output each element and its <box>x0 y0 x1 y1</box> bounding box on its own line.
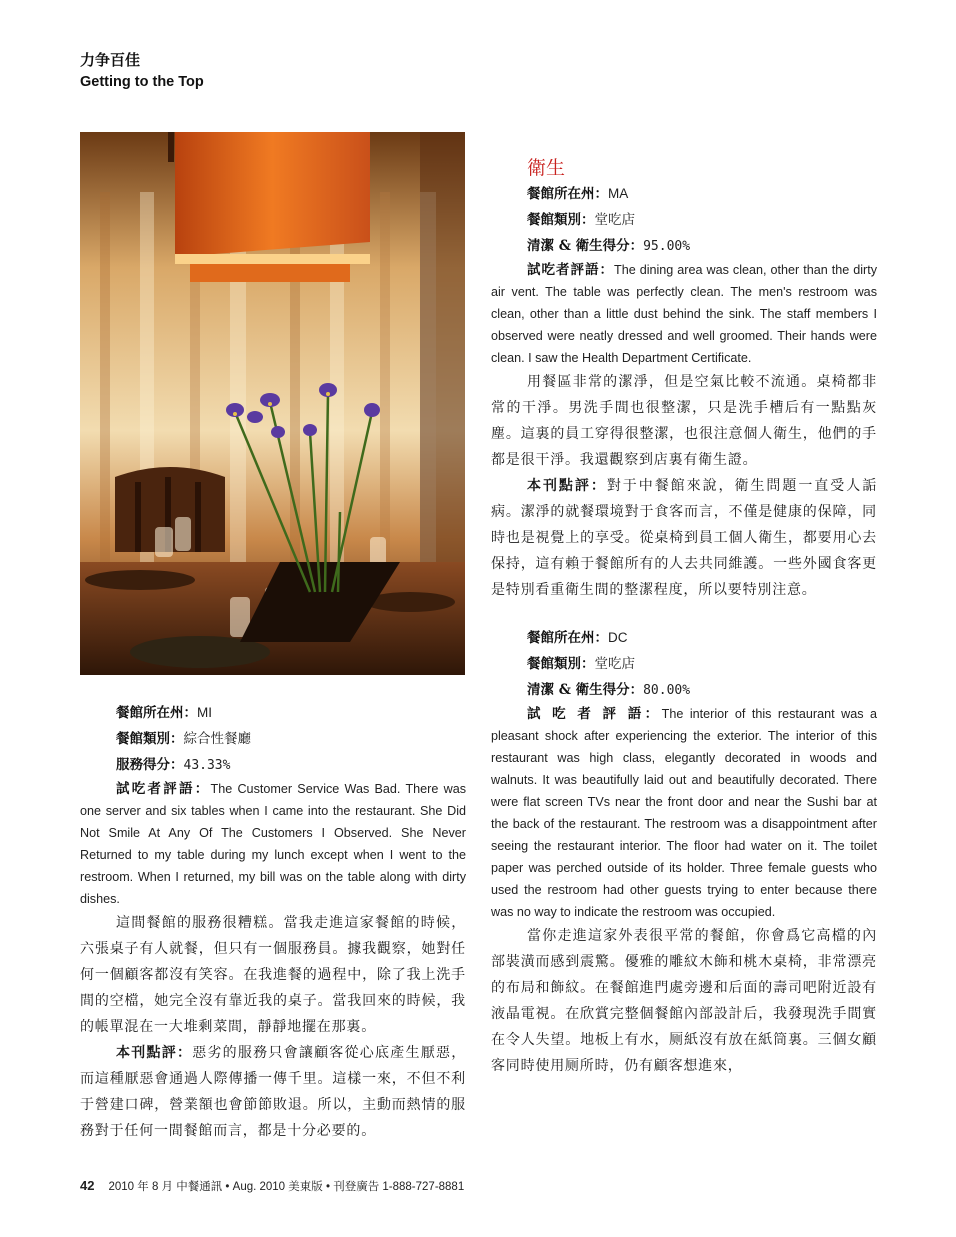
editor-comment: 本刊點評：對于中餐館來說，衛生問題一直受人詬病。潔淨的就餐環境對于食客而言，不僅是健康的保障，同時也是視覺上的享受。從桌椅到員工個人衛生，都要用心去保持，這有賴于餐館所有的人去共同維護。一些外國食客更是特別看重衛生間的整潔程度，所以要特別注意。 <box>491 478 877 598</box>
score-field: 清潔 & 衛生得分：95.00% <box>527 238 691 254</box>
page-header <box>80 50 204 92</box>
reviewer-comment-en: 試吃者評語：The Customer Service Was Bad. There was one server and six tables when I came into the restaurant. She Did Not Smile At Any Of The Customers I Observed. She Never Returned to my table during my lunch except when I went to the restroom. When I returned, my bill was on the table along with dirty dishes. <box>80 781 466 906</box>
page-footer <box>80 1178 464 1194</box>
reviewer-comment-zh: 這間餐館的服務很糟糕。當我走進這家餐館的時候，六張桌子有人就餐，但只有一個服務員。據我觀察，她對任何一個顧客都沒有笑容。在我進餐的過程中，除了我上洗手間的空檔，她完全沒有靠近我的桌子。當我回來的時候，我的帳單混在一大堆剩菜間，靜靜地擺在那裏。 <box>80 915 466 1035</box>
reviewer-comment-en: 試吃者評語：The dining area was clean, other than the dirty air vent. The table was perfectly clean. The men's restroom was clean, other than a little dust behind the sink. The staff members I observed were neatly dressed and well groomed. Their hands were clean. I saw the Health Department Certificate. <box>491 262 878 365</box>
hygiene-section-title: 衛生 <box>527 157 566 179</box>
type-field: 餐館類別：堂吃店 <box>527 656 635 672</box>
reviewer-comment-en: 試 吃 者 評 語：The interior of this restaurant was a pleasant shock after experiencing the exterior. The interior of this restaurant was high class, elegantly decorated in woods and walnuts. It was beautifully laid out and beautifully decorated. There were flat screen TVs near the front door and near the Sushi bar at the back of the restaurant. The restroom was a disappointment after seeing the restaurant interior. The floor had water on it. The toilet paper was perched outside of its holder. Three female guests who used the restroom had other guests trying to enter because there was no way to indicate the restroom was occupied. <box>491 706 877 919</box>
type-field: 餐館類別：堂吃店 <box>527 212 635 228</box>
state-field: 餐館所在州：DC <box>527 630 628 646</box>
reviewer-comment-zh: 當你走進這家外表很平常的餐館，你會爲它高檔的內部裝潢而感到震驚。優雅的雕紋木飾和桃木桌椅，非常漂亮的布局和飾紋。在餐館進門處旁邊和后面的壽司吧附近設有液晶電視。在欣賞完整個餐館內部設計后，我發現洗手間實在令人失望。地板上有水，厕紙沒有放在紙筒裏。三個女顧客同時使用厕所時，仍有顧客想進來， <box>491 928 877 1074</box>
page-number: 42 <box>80 1178 95 1193</box>
section-title-zh: 力争百佳 <box>80 51 141 69</box>
restaurant-photo <box>80 132 465 675</box>
section-title-en: Getting to the Top <box>80 74 204 90</box>
type-field: 餐館類別：綜合性餐廳 <box>116 731 251 747</box>
state-field: 餐館所在州：MA <box>527 186 629 202</box>
score-field: 服務得分：43.33% <box>116 757 231 773</box>
editor-comment: 本刊點評：惡劣的服務只會讓顧客從心底產生厭惡，而這種厭惡會通過人際傳播一傳千里。這樣一來，不但不利于營建口碑，營業額也會節節敗退。所以，主動而熱情的服務對于任何一間餐館而言，都是十分必要的。 <box>80 1045 466 1139</box>
right-column <box>491 155 877 1079</box>
reviewer-comment-zh: 用餐區非常的潔淨，但是空氣比較不流通。桌椅都非常的干淨。男洗手間也很整潔，只是洗手槽后有一點點灰塵。這裏的員工穿得很整潔，也很注意個人衛生，他們的手都是很干淨。我還觀察到店裏有衛生證。 <box>491 374 877 468</box>
footer-text: 2010 年 8 月 中餐通訊 • Aug. 2010 美東版 • 刊登廣告 1-888-727-8881 <box>108 1181 465 1193</box>
state-field: 餐館所在州：MI <box>116 705 212 721</box>
score-field: 清潔 & 衛生得分：80.00% <box>527 682 691 698</box>
left-review <box>80 700 466 1144</box>
